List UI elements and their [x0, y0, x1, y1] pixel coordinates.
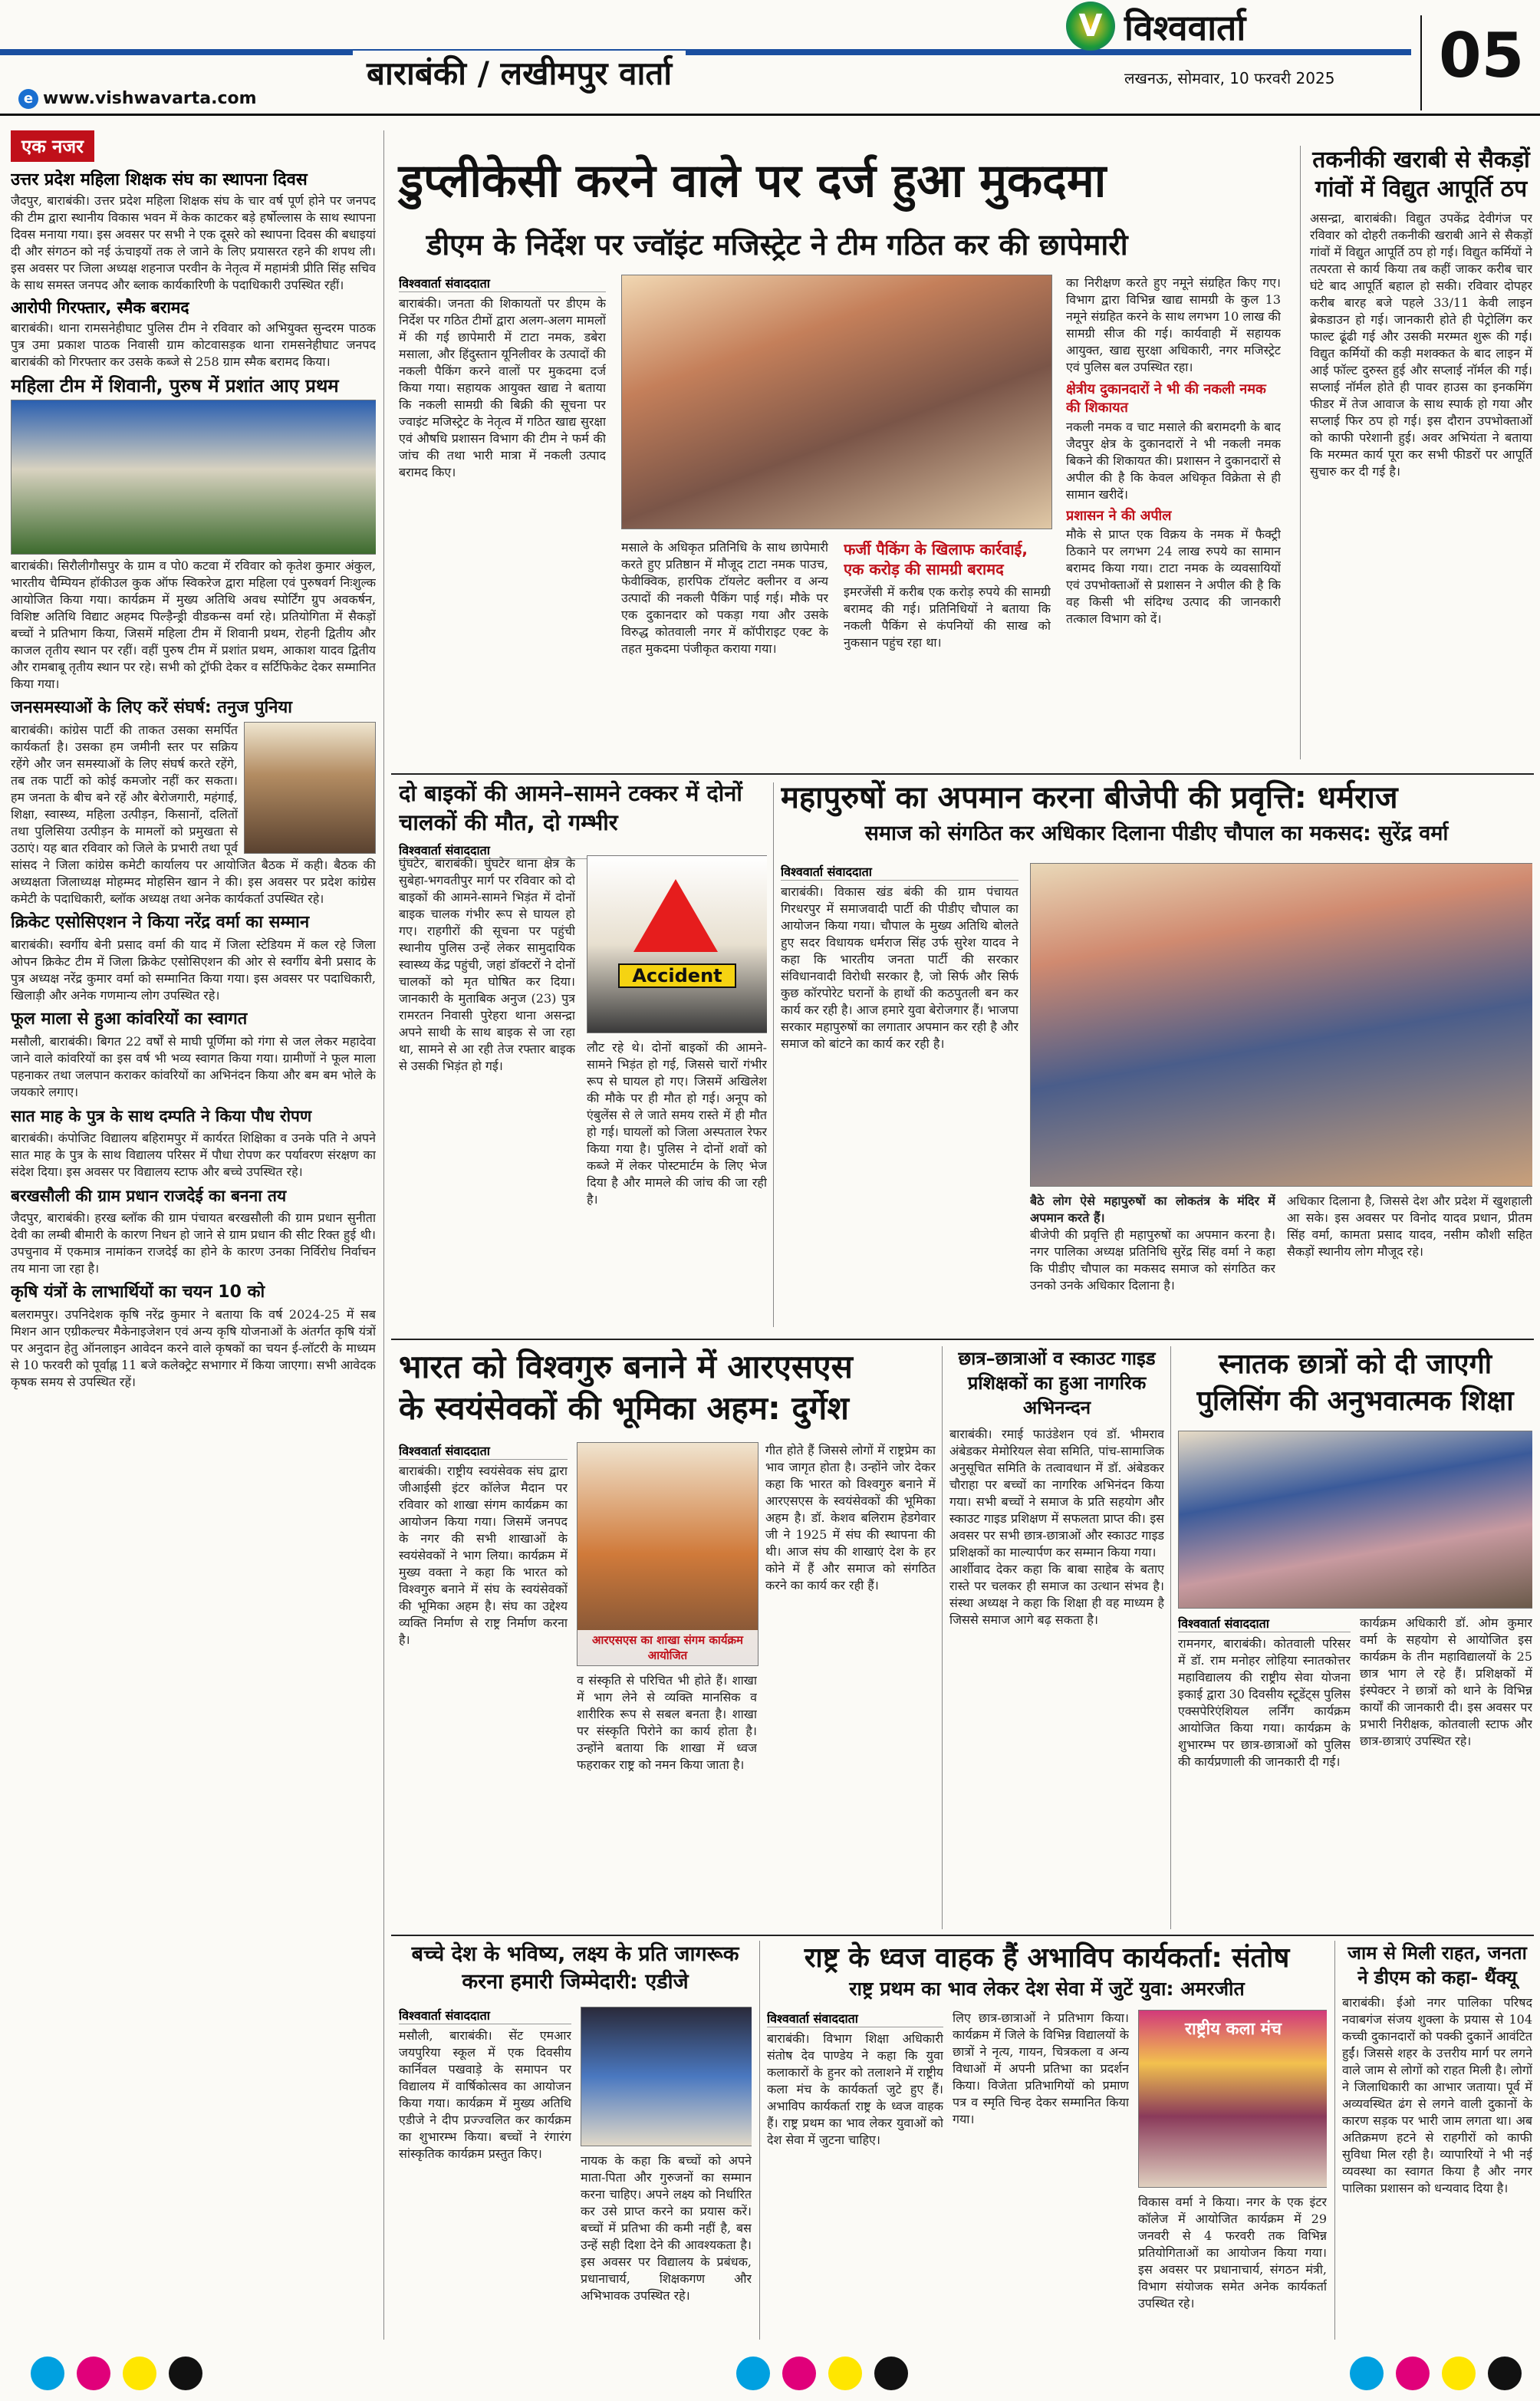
accident-col-2	[587, 1039, 767, 1331]
masthead	[0, 0, 1540, 115]
lead-col-1-text: बाराबंकी। जनता की शिकायतों पर डीएम के निर्देश पर गठित टीमों द्वारा अलग-अलग मामलों में की गई छापेमारी में टाटा नमक, डबेरा मसाला, और हिंदुस्तान यूनिलीवर के उत्पादों की नकली पैकिंग करने वालों पर मुकदमा दर्ज किया गया। सहायक आयुक्त खाद्य ने बताया कि नकली सामग्री की बिक्री की सूचना पर ज्वाइंट मजिस्ट्रेट के नेतृत्व में गठित खाद्य सुरक्षा एवं औषधि प्रशासन विभाग की टीम ने फर्म की जांच की तथा भारी मात्रा में नकली उत्पाद बरामद किए।	[399, 296, 606, 479]
swatch-black-3	[1488, 2357, 1522, 2390]
rss-col-3-text: व संस्कृति से परिचित भी होते हैं। शाखा में भाग लेने से व्यक्ति मानसिक व शारीरिक रूप से सबल बनता है। शाखा पर संस्कृति पिरोने का कार्य होता है। उन्होंने बताया कि शाखा में ध्वज फहराकर राष्ट्र को नमन किया जाता है।	[577, 1673, 757, 1772]
divider-rss-scout	[942, 1346, 943, 1929]
rule-3	[391, 1935, 1534, 1936]
bjp-col-2	[1030, 1193, 1275, 1331]
ek-nazar-headline-3: महिला टीम में शिवानी, पुरुष में प्रशांत आए प्रथम	[11, 375, 339, 397]
brand-logo-icon: V	[1066, 2, 1115, 51]
saat-headline: सात माह के पुत्र के साथ दम्पति ने किया पौध रोपण	[11, 1107, 312, 1125]
ek-nazar-headline-1: उत्तर प्रदेश महिला शिक्षक संघ का स्थापना दिवस	[11, 170, 308, 189]
right-column-divider	[1300, 146, 1301, 759]
police-headline-2: पुलिसिंग की अनुभवात्मक शिक्षा	[1196, 1385, 1514, 1417]
print-registration-bar	[0, 2346, 1540, 2401]
bjp-col-3-text: बीजेपी की प्रवृत्ति ही महापुरुषों का अपमान करना है। नगर पालिका अध्यक्ष प्रतिनिधि सुरेंद्र सिंह वर्मा ने कहा कि पीडीए चौपाल का मकसद समाज को संगठित कर उनको उनके अधिकार दिलाना है।	[1030, 1227, 1275, 1293]
brand-name: विश्ववार्ता	[1124, 7, 1246, 48]
jaam-headline: जाम से मिली राहत, जनता ने डीएम को कहा- थैंक्यू	[1348, 1942, 1527, 1988]
jan-text: बाराबंकी। कांग्रेस पार्टी की ताकत उसका समर्पित कार्यकर्ता है। उसका हम जमीनी स्तर पर सक्रिय रहेंगे और जन समस्याओं के लिए संघर्ष करते रहेंगे, तब तक पार्टी को कोई कमजोर नहीं कर सकता। हम जनता के बीच बने रहें और बेरोजगारी, महंगाई, शिक्षा, स्वास्थ्य, महिला उत्पीड़न, किसानों, दलितों तथा पुलिसिया उत्पीड़न के मामलों को प्रमुखता से उठाएं। यह बात रविवार को जिले के प्रभारी तथा पूर्व सांसद ने जिला कांग्रेस कमेटी कार्यालय पर आयोजित बैठक में कही। बैठक की अध्यक्षता जिलाध्यक्ष मोहम्मद मोहसिन खान ने की। इस अवसर पर प्रदेश कांग्रेस कमेटी के पदाधिकारी, ब्लॉक अध्यक्ष तथा अनेक कार्यकर्ता उपस्थित रहे।	[11, 723, 376, 906]
vidyut-headline: तकनीकी खराबी से सैकड़ों गांवों में विद्युत आपूर्ति ठप	[1312, 147, 1530, 203]
police-byline: विश्ववार्ता संवाददाता	[1178, 1615, 1351, 1632]
ek-nazar-text-1: जैदपुर, बाराबंकी। उत्तर प्रदेश महिला शिक्षक संघ के चार वर्ष पूर्ण होने पर जनपद की टीम द्वारा स्थानीय विकास भवन में केक काटकर बड़े हर्षोल्लास के साथ स्थापना दिवस मनाया गया। इस अवसर पर सभी ने एक दूसरे को स्थापना दिवस की बधाइयां दी और संगठन को नई ऊंचाइयों तक ले जाने के लिए प्रयासरत रहने की शपथ ली। इस अवसर पर जिला अध्यक्ष शहनाज परवीन के नेतृत्व में महामंत्री प्रीति सिंह सचिव के साथ समस्त जनपद और ब्लाक कार्यकारिणी के पदाधिकारी उपस्थित रहीं।	[11, 193, 376, 292]
abvp-headline: राष्ट्र के ध्वज वाहक हैं अभाविप कार्यकर्ता: संतोष	[804, 1942, 1290, 1974]
abvp-col-3	[1138, 2194, 1327, 2340]
accident-col-1-text: घुंघटेर, बाराबंकी। घुंघटेर थाना क्षेत्र के सुबेहा-भगवतीपुर मार्ग पर रविवार को दो बाइकों की आमने-सामने भिड़ंत में दोनों बाइक चालक गंभीर रूप से घायल हो गए। राहगीरों की सूचना पर पहुंची स्थानीय पुलिस उन्हें लेकर सामुदायिक स्वास्थ्य केंद्र पहुंची, जहां डॉक्टरों ने दोनों चालकों को मृत घोषित कर दिया। जानकारी के मुताबिक अनुज (23) पुत्र रामरतन निवासी पुरेहरा थाना असन्द्रा अपने साथी के साथ बाइक से जा रहा था, सामने से आ रही तेज रफ्तार बाइक से उसकी भिड़ंत हो गई।	[399, 856, 575, 1073]
children-byline: विश्ववार्ता संवाददाता	[399, 2007, 571, 2024]
ek-nazar-column	[11, 130, 376, 2340]
rss-headline-1: भारत को विश्वगुरु बनाने में आरएसएस	[399, 1348, 853, 1385]
sports-text: बाराबंकी। सिरौलीगौसपुर के ग्राम व पो0 कटवा में रविवार को कृतेश कुमार अंकुल, भारतीय चैम्पियन हॉकीउल कुक ऑफ स्विकरेज द्वारा महिला एवं पुरुषवर्ग निःशुल्क आयोजित किया गया। कार्यक्रम में मुख्य अतिथि अवध स्पोर्टिंग ग्रुप अवकर्षन, विशिष्ट अतिथि विद्याट अहमद पिल्ड़ैन्ड्री वीडकन्स वर्मा रहे। प्रतियोगिता में सैकड़ों बच्चों ने प्रतिभाग किया, जिसमें महिला टीम में शिवानी प्रथम, रोहनी द्वितीय और काजल तृतीय स्थान पर रहीं। वहीं पुरुष टीम में प्रशांत प्रथम, आकाश यादव द्वितीय और रामबाबू तृतीय स्थान पर रहे। सभी को ट्रॉफी देकर व सर्टिफिकेट देकर सम्मानित किया गया।	[11, 558, 376, 691]
barkhausi-text: जैदपुर, बाराबंकी। हरख ब्लॉक की ग्राम पंचायत बरखसौली की ग्राम प्रधान सुनीता देवी का लम्बी बीमारी के कारण निधन हो जाने से ग्राम प्रधान की सीट रिक्त हुई थी। उपचुनाव में एकमात्र नामांकन राजदेई का होने के कारण उनका निर्विरोध निर्वाचन तय माना जा रहा है।	[11, 1210, 376, 1276]
sports-photo	[11, 400, 376, 555]
bjp-col-1	[781, 863, 1018, 1331]
lead-headline: डुप्लीकेसी करने वाले पर दर्ज हुआ मुकदमा	[399, 154, 1107, 208]
bjp-col-2-text: अधिकार दिलाना है, जिससे देश और प्रदेश में खुशहाली आ सके। इस अवसर पर विनोद यादव प्रधान, प्रीतम सिंह वर्मा, कामता प्रसाद यादव, नसीम कौशी सहित सैकड़ों स्थानीय लोग मौजूद रहे।	[1287, 1194, 1532, 1259]
dateline: लखनऊ, सोमवार, 10 फरवरी 2025	[1124, 69, 1335, 87]
police-col-1-text: रामनगर, बाराबंकी। कोतवाली परिसर में डॉ. राम मनोहर लोहिया स्नातकोत्तर महाविद्यालय की राष्ट्रीय सेवा योजना इकाई द्वारा 30 दिवसीय स्टूडेंट्स पुलिस एक्सपेरिएंशियल लर्निंग कार्यक्रम आयोजित किया गया। कार्यक्रम के शुभारम्भ पर छात्र-छात्राओं को पुलिस की कार्यप्रणाली की जानकारी दी गई।	[1178, 1636, 1351, 1769]
bjp-subheadline: समाज को संगठित कर अधिकार दिलाना पीडीए चौपाल का मकसद: सुरेंद्र वर्मा	[864, 822, 1449, 845]
vidyut-text: असन्द्रा, बाराबंकी। विद्युत उपकेंद्र देवीगंज पर रविवार को दोहरी तकनीकी खराबी आने से सैकड़ों गांवों में विद्युत आपूर्ति ठप हो गई। विद्युत कर्मियों ने तत्परता से कार्य किया तब कहीं जाकर करीब चार घंटे बाद आपूर्ति बहाल हो सकी। रविवार दोपहर करीब बारह बजे पहले 33/11 केवी लाइन ब्रेकडाउन हो गई। जानकारी होते ही पेट्रोलिंग कर फाल्ट ढूंढी गई और उसकी मरम्मत शुरू की गई। विद्युत कर्मियों की कड़ी मशक्कत के बाद लाइन में आई फॉल्ट दुरुस्त हुई और सप्लाई नॉर्मल की गई। सप्लाई नॉर्मल होते ही पावर हाउस का इनकमिंग फीडर में तेज आवाज के साथ स्पार्क हो गया और सप्लाई फिर ठप हो गई। इस दौरान उपभोक्ताओं को काफी परेशानी हुई। अवर अभियंता ने बताया कि मरम्मत कार्य पूरा कर सभी फीडरों पर आपूर्ति सुचारु कर दी गई है।	[1310, 211, 1532, 479]
scout-col-1-text: बाराबंकी। रमाई फाउंडेशन एवं डॉ. भीमराव अंबेडकर मेमोरियल सेवा समिति, पांच-सामाजिक अनुसूचित समिति के तत्वावधान में डॉ. अंबेडकर चौराहा पर बच्चों का नागरिक अभिनंदन किया गया। सभी बच्चों ने समाज के प्रति सहयोग और स्काउट गाइड प्रशिक्षण में सफलता प्राप्त की। इस अवसर पर सभी छात्र-छात्राओं और स्काउट गाइड प्रशिक्षकों का माल्यार्पण कर सम्मान किया गया।	[949, 1427, 1164, 1559]
swatch-magenta	[77, 2357, 110, 2390]
accident-photo	[587, 855, 767, 1033]
accident-headline: दो बाइकों की आमने–सामने टक्कर में दोनों चालकों की मौत, दो गम्भीर	[399, 780, 742, 835]
masthead-rule	[0, 114, 1540, 116]
jan-photo	[244, 722, 376, 854]
swatch-magenta-3	[1396, 2357, 1430, 2390]
police-col-2-text: कार्यक्रम अधिकारी डॉ. ओम कुमार वर्मा के सहयोग से आयोजित इस कार्यक्रम के तीन महाविद्यालयों के 25 छात्र भाग ले रहे हैं। प्रशिक्षकों में इंस्पेक्टर ने छात्रों को थाने के विभिन्न कार्यों की जानकारी दी। इस अवसर पर प्रभारी निरीक्षक, कोतवाली स्टाफ और छात्र-छात्राएं उपस्थित रहे।	[1360, 1615, 1532, 1748]
children-col-1-text: मसौली, बाराबंकी। सेंट एमआर जयपुरिया स्कूल में एक दिवसीय कार्निवल पखवाड़े के समापन पर विद्यालय में वार्षिकोत्सव का आयोजन किया गया। कार्यक्रम में मुख्य अतिथि एडीजे ने दीप प्रज्ज्वलित कर कार्यक्रम का शुभारम्भ किया। बच्चों ने रंगारंग सांस्कृतिक कार्यक्रम प्रस्तुत किए।	[399, 2028, 571, 2161]
bjp-col-1-text: बाराबंकी। विकास खंड बंकी की ग्राम पंचायत गिरधरपुर में समाजवादी पार्टी की पीडीए चौपाल का आयोजन किया गया। चौपाल के मुख्य अतिथि बोलते हुए सदर विधायक धर्मराज सिंह उर्फ सुरेश यादव ने कहा कि भारतीय जनता पार्टी की सरकार संविधानवादी विरोधी सरकार है, जो सिर्फ और सिर्फ कुछ कॉरपोरेट घरानों के हाथों की कठपुतली बन कर कार्य कर रही है। आज हमारे युवा बेरोजगार हैं। भाजपा सरकार महापुरुषों का लगातार अपमान कर रही है और समाज को बांटने का कार्य कर रही है।	[781, 884, 1018, 1051]
divider-children-abvp	[759, 1941, 760, 2340]
rule-1	[391, 773, 1534, 775]
abvp-col-2-text: लिए छात्र-छात्राओं ने प्रतिभाग किया। कार्यक्रम में जिले के विभिन्न विद्यालयों के छात्रों ने नृत्य, गायन, चित्रकला व अन्य विधाओं में अपनी प्रतिभा का प्रदर्शन किया। विजेता प्रतिभागियों को प्रमाण पत्र व स्मृति चिन्ह देकर सम्मानित किया गया।	[953, 2011, 1129, 2126]
abvp-byline: विश्ववार्ता संवाददाता	[767, 2010, 943, 2027]
globe-icon: e	[18, 89, 38, 109]
lead-inline-text: इमरजेंसी में करीब एक करोड़ रुपये की सामग्री बरामद की गई। प्रतिनिधियों ने बताया कि नकली पैकिंग से कंपनियों की साख को नुकसान पहुंच रहा था।	[844, 585, 1051, 650]
ek-nazar-text-2: बाराबंकी। थाना रामसनेहीघाट पुलिस टीम ने रविवार को अभियुक्त सुन्दरम पाठक पुत्र उमा प्रकाश पाठक निवासी ग्राम कोटवासड़क थाना रामसनेहीघाट जनपद बाराबंकी को गिरफ्तार कर उसके कब्जे से 258 ग्राम स्मैक बरामद किया।	[11, 321, 376, 369]
bjp-byline: विश्ववार्ता संवाददाता	[781, 863, 1018, 881]
lead-subheadline: डीएम के निर्देश पर ज्वॉइंट मजिस्ट्रेट ने टीम गठित कर की छापेमारी	[426, 228, 1128, 262]
lead-col-4b-text: मौके से प्राप्त एक विक्रय के नमक में फैक्ट्री ठिकाने पर लगभग 24 लाख रुपये का सामान बरामद किया गया। टाटा नमक के व्यवसायियों एवं उपभोक्ताओं से प्रशासन ने अपील की है कि वह किसी भी संदिग्ध उत्पाद की जानकारी तत्काल विभाग को दें।	[1066, 527, 1281, 626]
website-url[interactable]: e www.vishwavarta.com	[18, 89, 257, 109]
children-headline-2: करना हमारी जिम्मेदारी: एडीजे	[462, 1970, 689, 1994]
bjp-headline: महापुरुषों का अपमान करना बीजेपी की प्रवृत्ति: धर्मराज	[781, 780, 1398, 815]
section-title: बाराबंकी / लखीमपुर वार्ता	[353, 51, 686, 94]
lead-col-2	[621, 539, 828, 766]
lead-col-4-text: नकली नमक व चाट मसाले की बरामदगी के बाद जैदपुर क्षेत्र के दुकानदारों ने भी नकली नमक बिकने की शिकायत की। प्रशासन ने दुकानदारों से अपील की है कि केवल अधिकृत विक्रेता से ही सामान खरीदें।	[1066, 420, 1281, 502]
divider-accident-bjp	[773, 782, 774, 1327]
children-col-1	[399, 2007, 571, 2340]
lead-col-3-text: का निरीक्षण करते हुए नमूने संग्रहित किए गए। विभाग द्वारा विभिन्न खाद्य सामग्री के कुल 13 नमूने संग्रहित करने के साथ लगभग 10 लाख की सामग्री सीज की गई। कार्यवाही में सहायक आयुक्त, खाद्य सुरक्षा अधिकारी, नगर मजिस्ट्रेट एवं पुलिस बल उपस्थित रहा।	[1066, 275, 1281, 374]
swatch-cyan-3	[1350, 2357, 1384, 2390]
krishi-headline: कृषि यंत्रों के लाभार्थियों का चयन 10 को	[11, 1283, 265, 1302]
abvp-col-1-text: बाराबंकी। विभाग शिक्षा अधिकारी संतोष देव पाण्डेय ने कहा कि युवा कलाकारों के हुनर को तलाशने में राष्ट्रीय कला मंच के कार्यकर्ता जुटे हुए हैं। अभाविप कार्यकर्ता राष्ट्र के ध्वज वाहक हैं। राष्ट्र प्रथम का भाव लेकर युवाओं को देश सेवा में जुटना चाहिए।	[767, 2031, 943, 2147]
page-number-box	[1420, 15, 1422, 110]
phool-headline: फूल माला से हुआ कांवरियों का स्वागत	[11, 1009, 248, 1029]
abvp-subheadline: राष्ट्र प्रथम का भाव लेकर देश सेवा में जुटें युवा: अमरजीत	[849, 1978, 1245, 2000]
scout-story	[949, 1346, 1164, 1929]
rss-photo-caption: आरएसएस का शाखा संगम कार्यक्रम आयोजित	[578, 1630, 758, 1665]
abvp-story	[767, 1941, 1327, 2340]
accident-story	[399, 779, 767, 1331]
bjp-photo	[1030, 863, 1532, 1187]
lead-col-4-head: क्षेत्रीय दुकानदारों ने भी की नकली नमक की शिकायत	[1066, 381, 1266, 416]
lead-col-3	[1066, 275, 1281, 766]
divider-abvp-jaam	[1334, 1941, 1335, 2340]
cricket-text: बाराबंकी। स्वर्गीय बेनी प्रसाद वर्मा की याद में जिला स्टेडियम में कल रहे जिला ओपन क्रिकेट टीम में जिला क्रिकेट एसोसिएशन की ओर से स्वर्गीय बेनी प्रसाद के पुत्र अध्यक्ष नरेंद्र कुमार वर्मा को सम्मानित किया गया। इस अवसर पर पदाधिकारी, खिलाड़ी और अनेक गणमान्य लोग उपस्थित रहे।	[11, 937, 376, 1003]
lead-photo	[621, 275, 1052, 529]
lead-byline: विश्ववार्ता संवाददाता	[399, 275, 606, 292]
accident-col-1	[399, 855, 575, 1331]
jaam-story	[1342, 1941, 1532, 2340]
abvp-photo	[1138, 2010, 1327, 2188]
abvp-banner-text: राष्ट्रीय कला मंच	[1185, 2020, 1282, 2039]
rss-byline: विश्ववार्ता संवाददाता	[399, 1442, 568, 1460]
ek-nazar-label: एक नजर	[11, 130, 94, 162]
scout-col-2-text: आर्शीवाद देकर कहा कि बाबा साहेब के बताए रास्ते पर चलकर ही समाज का उत्थान संभव है। संस्था अध्यक्ष ने कहा कि शिक्षा ही वह माध्यम है जिससे समाज आगे बढ़ सकता है।	[949, 1562, 1164, 1627]
abvp-col-3-text: विकास वर्मा ने किया। नगर के एक इंटर कॉलेज में आयोजित कार्यक्रम में 29 जनवरी से 4 फरवरी तक विभिन्न प्रतियोगिताओं का आयोजन किया गया। इस अवसर पर प्रधानाचार्य, संगठन मंत्री, विभाग संयोजक समेत अनेक कार्यकर्ता उपस्थित रहे।	[1138, 2195, 1327, 2310]
lead-col-2-text: मसाले के अधिकृत प्रतिनिधि के साथ छापेमारी करते हुए प्रतिष्ठान में मौजूद टाटा नमक पाउच, फेवीक्विक, हारपिक टॉयलेट क्लीनर व अन्य उत्पादों की नकली पैकिंग पाई गई। मौके पर एक दुकानदार को पकड़ा गया और उसके विरुद्ध कोतवाली नगर में कॉपीराइट एक्ट के तहत मुकदमा पंजीकृत कराया गया।	[621, 540, 828, 656]
ek-nazar-headline-2: आरोपी गिरफ्तार, स्मैक बरामद	[11, 298, 189, 317]
swatch-cyan	[31, 2357, 64, 2390]
police-headline-1: स्नातक छात्रों को दी जाएगी	[1218, 1349, 1492, 1380]
swatch-black	[169, 2357, 202, 2390]
lead-body	[399, 275, 1288, 766]
saat-text: बाराबंकी। कंपोजिट विद्यालय बहिरामपुर में कार्यरत शिक्षिका व उनके पति ने अपने सात माह के पुत्र के साथ विद्यालय परिसर में पौधा रोपण कर पर्यावरण संरक्षण का संदेश दिया। इस अवसर पर विद्यालय स्टाफ और बच्चे उपस्थित रहे।	[11, 1131, 376, 1179]
rule-2	[391, 1339, 1534, 1340]
jaam-text: बाराबंकी। ईओ नगर पालिका परिषद नवाबगंज संजय शुक्ला के प्रयास से 104 कच्ची दुकानदारों को पक्की दुकानें आवंटित हुईं। जिससे शहर के उत्तरीय मार्ग पर लगने वाले जाम से लोगों को राहत मिली है। लोगों ने जिलाधिकारी का आभार जताया। पूर्व में अव्यवस्थित ढंग से लगने वाली दुकानों के कारण सड़क पर भारी जाम लगता था। अब अतिक्रमण हटने से राहगीरों को काफी सुविधा मिल रही है। व्यापारियों ने भी नई व्यवस्था का स्वागत किया है और नगर पालिका प्रशासन को धन्यवाद दिया है।	[1342, 1995, 1532, 2195]
children-headline-1: बच्चे देश के भविष्य, लक्ष्य के प्रति जागरूक	[411, 1942, 739, 1966]
accident-sign-label: Accident	[618, 963, 736, 988]
children-col-2	[581, 2152, 752, 2340]
police-col-1	[1178, 1615, 1351, 1929]
swatch-yellow	[123, 2357, 156, 2390]
swatch-yellow-3	[1442, 2357, 1476, 2390]
swatch-cyan-2	[736, 2357, 770, 2390]
children-story	[399, 1941, 752, 2340]
police-col-2	[1360, 1615, 1532, 1929]
warning-sign-icon	[633, 879, 718, 952]
abvp-col-2	[953, 2010, 1129, 2340]
lead-inline-box	[844, 539, 1051, 766]
rss-col-1-text: बाराबंकी। राष्ट्रीय स्वयंसेवक संघ द्वारा जीआईसी इंटर कॉलेज मैदान पर रविवार को शाखा संगम कार्यक्रम का आयोजन किया गया। जिसमें जनपद के नगर की सभी शाखाओं के स्वयंसेवकों ने भाग लिया। कार्यक्रम में मुख्य वक्ता ने कहा कि भारत को विश्वगुरु बनाने में संघ के स्वयंसेवकों की भूमिका अहम है। संघ का उद्देश्य व्यक्ति निर्माण से राष्ट्र निर्माण करना है।	[399, 1464, 568, 1647]
children-col-2-text: नायक के कहा कि बच्चों को अपने माता-पिता और गुरुजनों का सम्मान करना चाहिए। अपने लक्ष्य को निर्धारित कर उसे प्राप्त करने का प्रयास करें। बच्चों में प्रतिभा की कमी नहीं है, बस उन्हें सही दिशा देने की आवश्यकता है। इस अवसर पर विद्यालय के प्रबंधक, प्रधानाचार्य, शिक्षकगण और अभिभावक उपस्थित रहे।	[581, 2153, 752, 2303]
krishi-text: बलरामपुर। उपनिदेशक कृषि नरेंद्र कुमार ने बताया कि वर्ष 2024-25 में सब मिशन आन एग्रीकल्चर मैकेनाइजेशन एवं अन्य कृषि योजनाओं के अंतर्गत कृषि यंत्रों पर अनुदान हेतु ऑनलाइन आवेदन करने वाले कृषकों का चयन ई-लॉटरी के माध्यम से 10 फरवरी को पूर्वाह्न 11 बजे कलेक्ट्रेट सभागार में किया जाएगा। सभी आवेदक कृषक समय से उपस्थित रहें।	[11, 1307, 376, 1389]
vidyut-story	[1310, 146, 1532, 767]
rss-headline-2: के स्वयंसेवकों की भूमिका अहम: दुर्गेश	[399, 1389, 849, 1427]
police-story	[1178, 1346, 1532, 1929]
scout-headline: छात्र–छात्राओं व स्काउट गाइड प्रशिक्षकों का हुआ नागरिक अभिनन्दन	[958, 1348, 1156, 1418]
accident-col-2-text: लौट रहे थे। दोनों बाइकों की आमने-सामने भिड़ंत हो गई, जिससे चारों गंभीर रूप से घायल हो गए। जिसमें अखिलेश की मौके पर ही मौत हो गई। अनूप को एंबुलेंस से ले जाते समय रास्ते में ही मौत हो गई। घायलों को जिला अस्पताल रेफर किया गया है। पुलिस ने दोनों शवों को कब्जे में लेकर पोस्टमार्टम के लिए भेज दिया है और मामले की जांच की जा रही है।	[587, 1040, 767, 1207]
bjp-story	[781, 779, 1532, 1331]
left-column-divider	[383, 130, 384, 2340]
lead-col-1	[399, 275, 606, 766]
accident-byline: विश्ववार्ता संवाददाता	[399, 842, 767, 859]
lead-col-4-sub: प्रशासन ने की अपील	[1066, 508, 1172, 524]
phool-text: मसौली, बाराबंकी। बिगत 22 वर्षों से माघी पूर्णिमा को गंगा से जल लेकर महादेवा जाने वाले कांवरियों का इस वर्ष भी भव्य स्वागत किया गया। ग्रामीणों ने फूल माला पहनाकर तथा जलपान कराकर कांवरियों का अभिनंदन किया और बम बम भोले के जयकारे लगाए।	[11, 1034, 376, 1099]
divider-scout-police	[1170, 1346, 1171, 1929]
rss-photo	[577, 1442, 758, 1666]
abvp-col-1	[767, 2010, 943, 2340]
swatch-yellow-2	[828, 2357, 862, 2390]
bjp-col-3	[1287, 1193, 1532, 1331]
swatch-magenta-2	[782, 2357, 816, 2390]
swatch-black-2	[874, 2357, 908, 2390]
jan-headline: जनसमस्याओं के लिए करें संघर्ष: तनुज पुनिया	[11, 698, 292, 717]
children-photo	[581, 2007, 752, 2146]
bjp-caption: बैठे लोग ऐसे महापुरुषों का लोकतंत्र के मंदिर में अपमान करते हैं।	[1030, 1194, 1275, 1225]
police-photo	[1178, 1431, 1532, 1609]
rss-col-2-text: गीत होते हैं जिससे लोगों में राष्ट्रप्रेम का भाव जागृत होता है। उन्होंने जोर देकर कहा कि भारत को विश्वगुरु बनाने में आरएसएस के स्वयंसेवकों की भूमिका अहम है। डॉ. केशव बलिराम हेडगेवार जी ने 1925 में संघ की स्थापना की थी। आज संघ की शाखाएं देश के हर कोने में हैं और समाज को संगठित करने का कार्य कर रही हैं।	[765, 1443, 936, 1592]
barkhausi-headline: बरखसौली की ग्राम प्रधान राजदेई का बनना तय	[11, 1187, 287, 1205]
lead-inline-headline: फर्जी पैकिंग के खिलाफ कार्रवाई, एक करोड़ की सामग्री बरामद	[844, 540, 1028, 578]
page-number: 05	[1439, 20, 1525, 91]
cricket-headline: क्रिकेट एसोसिएशन ने किया नरेंद्र वर्मा का सम्मान	[11, 913, 310, 932]
